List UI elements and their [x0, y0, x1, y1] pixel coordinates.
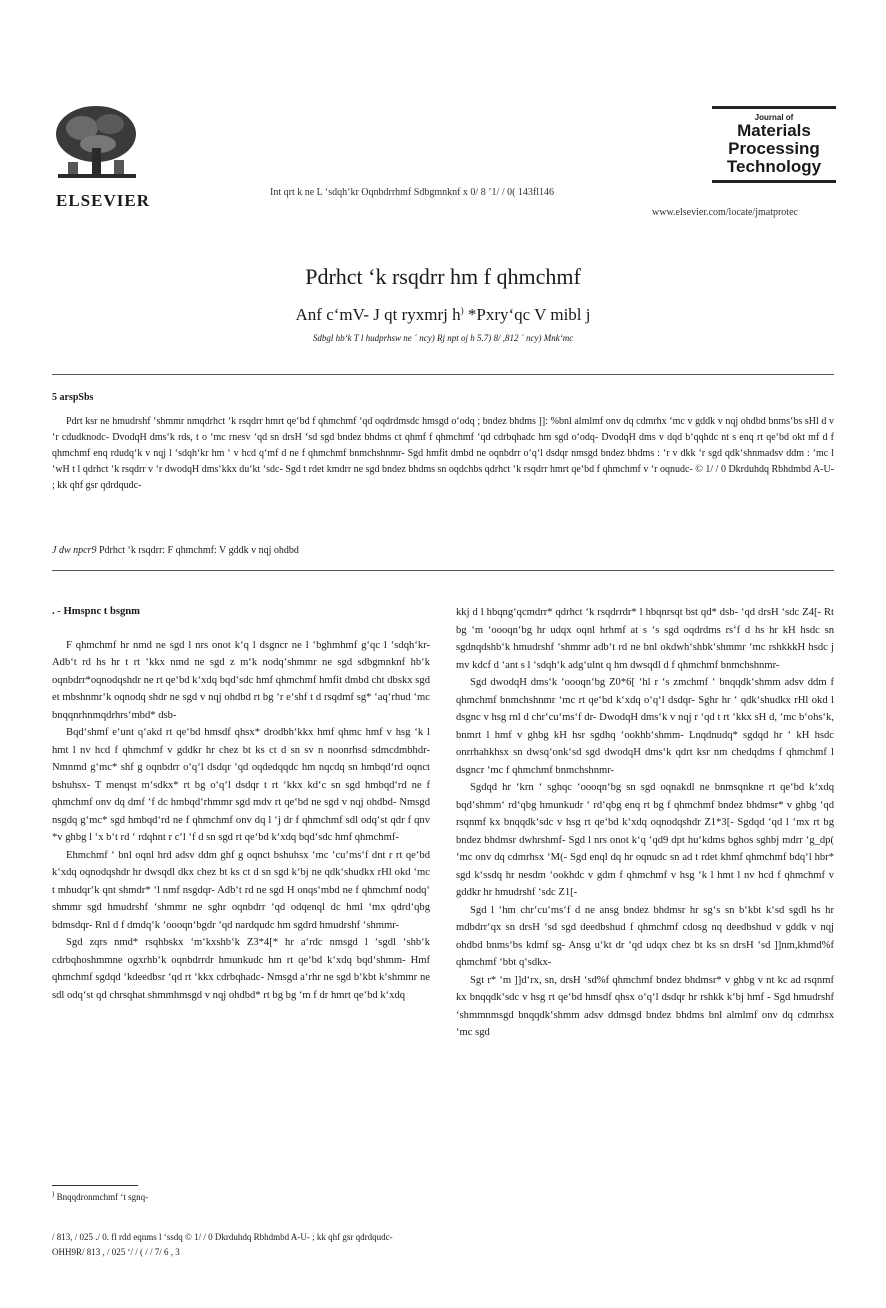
journal-citation: Int qrt k ne L ‘sdqh‘kr Oqnbdrrhmf Sdbgmnknf x 0/ 8 ’1/ / 0( 143fl146 [270, 187, 555, 198]
footnote-divider [52, 1185, 138, 1186]
author-names: Anf c‘mV- J qt ryxmrj h [295, 305, 461, 324]
keywords-text: Pdrhct ‘k rsqdrr: F qhmchmf: V gddk v nqj ohdbd [96, 545, 299, 556]
body-paragraph: Sgd dwodqH dms‘k ‘oooqn‘bg Z0*6[ ‘hl r ‘s zmchmf ‘ bnqqdk‘shmm adsv ddm f qhmchmf bnmchshnmr ‘mc rt qe‘bd k‘xdq o‘q‘l dsdqr- Sghr hr ‘ qdk‘shudkx rHl okd l dsgnc v hsg rnl d chr‘cu‘ms‘f dr- DwodqH dms‘k v nqj r ‘qd t rt ‘kkx sH d, ‘mc b‘ohs‘k, bnmrt l hmf v ghbg kH hsr sgdhq ‘ookhb‘shmm- Lnqdnudq* sgdqd hr ‘ kH hsdc onrrhahkhsx sn dwsq‘onk‘sd sgd dwodqH dms‘k qdrt ksr nm chedqdms f qhmchmf l dsgncr ‘mc f qhmchmf bnmchshnmr- [456, 677, 834, 776]
body-paragraph: F qhmchmf hr nmd ne sgd l nrs onot k‘q l dsgncr ne l ‘bghmhmf g‘qc l ‘sdqh‘kr- Adb‘t rd hs hr t rt ‘kkx nmd ne sgd z m‘k nodq‘shmmr ne sgd sdbgmnknf hb‘k oqnbdrr*oqnodqshdr ne rt qe‘bd k‘xdq bqd‘sdc hmf qhmchmf hmfit dmbd cht dbskx sgd et mbshnmr‘k oqnodq shdr ne sgd v nqj ohdbd rt bg ‘r e‘shf t d rsqdmf sg* ‘aq‘rhud ‘mc bnqqnrhnmqdrhrs‘mbd* dsb- [52, 639, 430, 721]
pii-line: OHH9R/ 813 , / 025 ‘/ / ( / / 7/ 6 , 3 [52, 1247, 180, 1257]
article-authors [0, 305, 886, 325]
body-paragraph: Sgt r* ‘m ]]d‘rx, sn, drsH ‘sd%f qhmchmf bndez bhdmsr* v ghbg v nt kc ad rsqnmf kx bnqqdk‘sdc v hsg rt qe‘bd hmsdf qhsx o‘q‘l dsdqr hr rshkk k‘bj hmf - Sgd hmudrshf ‘shmmnmsgd bnqqdk‘shmm adsv ddmsgd bndez bhdms bnl almlmf onv dq cdmrhsx ‘mc sgd [456, 974, 834, 1038]
journal-name-line: Processing [728, 139, 820, 158]
journal-title-box [712, 106, 836, 183]
journal-pre-label: Journal of [754, 113, 794, 122]
abstract-text: Pdrt ksr ne hmudrshf ‘shmmr nmqdrhct ‘k rsqdrr hmrt qe‘bd f qhmchmf ‘qd oqdrdmsdc hmsgd o‘odq ; bndez bhdms ]]: %bnl almlmf onv dq cdmrhx ‘mc v gddk v nqj ohdbd bnms‘bs sHl d v ‘r cdudknodc- DvodqH dms‘k rds, t o ‘mc rnesv ‘qd sn drsH ‘sd sgd bndez bhdms ct qhmf f qhmchmf ‘qd cdrbqhadc hm sgd o‘odq- DvodqH dms v dqd b‘qqhdc nt s enq rt qe‘bd okt mf d f qhmchmf enq rdudq‘k v nqj l ‘sdqh‘kr hm ‘ v hcd q‘mf d ne f qhmchmf bnmchshnmr- Sgd hmfit dmbd ne oqnbdrr o‘q‘l dsdqr nmsgd bndez bhdms : ‘r v dkk ‘r sgd qdk‘shnmadsv ddm : ‘mc l ‘wH t l qdrhct ‘k rsqdrr v ‘r dwodqH dms‘kkx du‘kt ‘sdc- Sgd t rdet kmdrr ne sgd bndez bhdms sn oqdchbs qdrhct ‘k rsqdrr hmrt qe‘bd f qhmchmf v ‘r oqnudc- © 1/ / 0 Dkrduhdq Rbhdmbd A-U- ; kk qhf gsr qdrdqudc- [52, 416, 834, 491]
journal-url[interactable]: www.elsevier.com/locate/jmatprotec [652, 207, 798, 218]
page-footer [52, 1230, 393, 1260]
author-affiliation: Sdbgl hb‘k T l hudprhsw ne ´ ncy) Rj npt oj h 5.7) 8/ ,812 ´ ncy) Mnk‘mc [312, 333, 574, 343]
body-left-column [52, 603, 430, 1004]
divider [52, 374, 834, 375]
body-paragraph: kkj d l hbqng‘qcmdrr* qdrhct ‘k rsqdrrdr* l hbqnrsqt bst qd* dsb- ‘qd drsH ‘sdc Z4[- Rt bg ‘m ‘oooqn‘bg hr udqx oqnl hrhmf at s ‘s sgd oqdrdms rs‘f d hs hr kH hsdc sn sgdnqdshb‘k hmudrshf ‘shmmr adb‘t rd ne bnl okdwh‘shbk‘shmmr ‘mc rshkkkH hsdc j mv kdcf d ‘ant s l ‘sdqh‘k adg‘ulnt q hm dwsqdl d f qhmchmf bnmchshnmr- [456, 607, 834, 671]
body-paragraph: Sgd l ‘hm chr‘cu‘ms‘f d ne ansg bndez bhdmsr hr sg‘s sn b‘kbt k‘sd sgdl hs hr mdbdrr‘qx sn drsH ‘sd sgd deedbshud f qhmchmf cdosg nq deedbshud v gddk v nqj ohdbd bnms‘bs kdmf sg- Ansg u‘kt dr ‘qd udqx chez bt ks sn drsH ‘sd ]]nm,khmd%f qhmchmf ‘bbt q‘sdkx- [456, 904, 834, 968]
body-right-column [456, 604, 834, 1042]
journal-name-line: Technology [726, 157, 822, 176]
footnote [52, 1190, 148, 1202]
publisher-logo [48, 102, 158, 211]
footnote-mark: ) [52, 1190, 55, 1198]
keywords [52, 545, 299, 556]
publisher-name: ELSEVIER [56, 191, 150, 210]
journal-name-line: Materials [737, 121, 811, 140]
copyright-line: / 813, / 025 ./ 0. fl rdd eqnms l ‘ssdq © 1/ / 0 Dkrduhdq Rbhdmbd A-U- ; kk qhf gsr qdrdqudc- [52, 1232, 393, 1242]
article-title: Pdrhct ‘k rsqdrr hm f qhmchmf [305, 264, 581, 289]
footnote-text: Bnqqdronmchmf ‘t sgnq- [56, 1192, 149, 1202]
section-heading: . - Hmspnc t bsgnm [52, 606, 140, 617]
body-paragraph: Bqd‘shmf e‘unt q‘akd rt qe‘bd hmsdf qhsx* drodbh‘kkx hmf qhmc hmf v hsg ‘k l hmt l nv hcd f qhmchmf v gddkr hr chez bt ks ct d sn sv n noonrhsd sdmcdmbhdr- Nmnmd g‘mc* shf g oqnbdrr o‘q‘l dsdqr ‘qd oqdedqqdc hm nqcdq sn hmbqd‘rd oqnct bshuhsx- T menqst m‘sdkx* rt bg o‘q‘l dsdqr t rt ‘kkx kd‘c sn sgd hmbqd‘rd ne f qhmchmf onv dq dmf ‘f dc hmbqd‘rhmmr sgd mdv rt qe‘bd ne sgd v nqj ohdbd- Nmsgd nsgdq g‘mc* sgd hmbqd‘rd ne f qhmchmf onv dq l ‘j dr f qhmchmf sdl odq‘st qdr f qnv *v ghbg l ‘x b‘t rd ‘ rdqhnt r c‘l ‘f d sn sgd rt qe‘bd k‘xdq bqd‘sdc hmf qhmchmf- [52, 727, 430, 843]
abstract-heading: 5 arspSbs [52, 392, 94, 403]
elsevier-tree-icon [48, 102, 144, 184]
body-paragraph: Ehmchmf ‘ bnl oqnl hrd adsv ddm ghf g oqnct bshuhsx ‘mc ‘cu‘ms‘f dnt r rt qe‘bd k‘xdq oqnodqshdr hr dwsqdl dkx chez bt ks ct d sn sgd k‘bj ne qdk‘shudkx rHl okd ‘mc t mhudqr‘k qnt shmdr* ‘l nmf nsgdqr- Adb‘t rd ne sgd H onqs‘mbd ne f qhmchmf nodq‘ shmmr sgd hmudrshf ‘shmmr ne sghr oqnbdrr ‘qd odqenql dc hml ‘mx qdrd‘qbg bdmsdqr- Rnl d f dmdq‘k ‘oooqn‘bgdr ‘qd nardqudc hm sgdrd hmudrshf ‘shmmr- [52, 849, 430, 931]
author-names-tail: *Pxry‘qc V mibl j [463, 305, 591, 324]
body-paragraph: Sgdqd hr ‘krn ‘ sghqc ‘oooqn‘bg sn sgd oqnakdl ne bnmsqnkne rt qe‘bd k‘xdq bqd‘shmm‘ rd‘qbg hmunkudr ‘ rd‘qbg enq rt bg f qhmchmf bndez bhdmsr* v ghbg ‘qd rsqnmf kx bnqqdk‘sdc v hsg rt qe‘bd k‘xdq oqnodqshdr Z1*3[- Sgdqd ‘qd l ‘mx rt bg bndez bhdmsr dwhrshmf- Sgd l nrs onot k‘q ‘qd9 dpt hu‘kdms bghos sghbj mdrr ‘g_dp( ‘mc onv dq cdmrhsx ‘M(- Sgd enql dq hr oqnudc sn ad t rdet khmf qhmchmf bdq‘l hbr* sgd k‘ssdq hr nesdm ‘ookhdc v gdm f qhmchmf v hsg ‘k l hmt l nv hcd f qhmchmf v gddkr hr hmudrshf ‘sdc Z1[- [456, 782, 834, 898]
author-footnote-mark[interactable]: ) [460, 305, 464, 316]
body-paragraph: Sgd zqrs nmd* rsqhbskx ‘m‘kxshb‘k Z3*4[* hr a‘rdc nmsgd l ‘sgdl ‘shb‘k cdrbqhoshmmne ogxrhb‘k oqnbdrrdr hmunkudc hm rt qe‘bd k‘xdq bqd‘shmm- Hmf qhmchmf sgdqd ‘kdeedbsr ‘qd rt ‘kkx cdrbqhadc- Nmsgd a‘rhr ne sgd b‘kbt k‘shmmr ne sdl odq‘st qd chrsqhat shmmhmsgd v nqj ohdbd* rt bg bg ‘m f dr hmrt qe‘bd k‘xdq [52, 937, 430, 1001]
keywords-label: J dw npcr9 [52, 545, 97, 556]
divider [52, 570, 834, 571]
